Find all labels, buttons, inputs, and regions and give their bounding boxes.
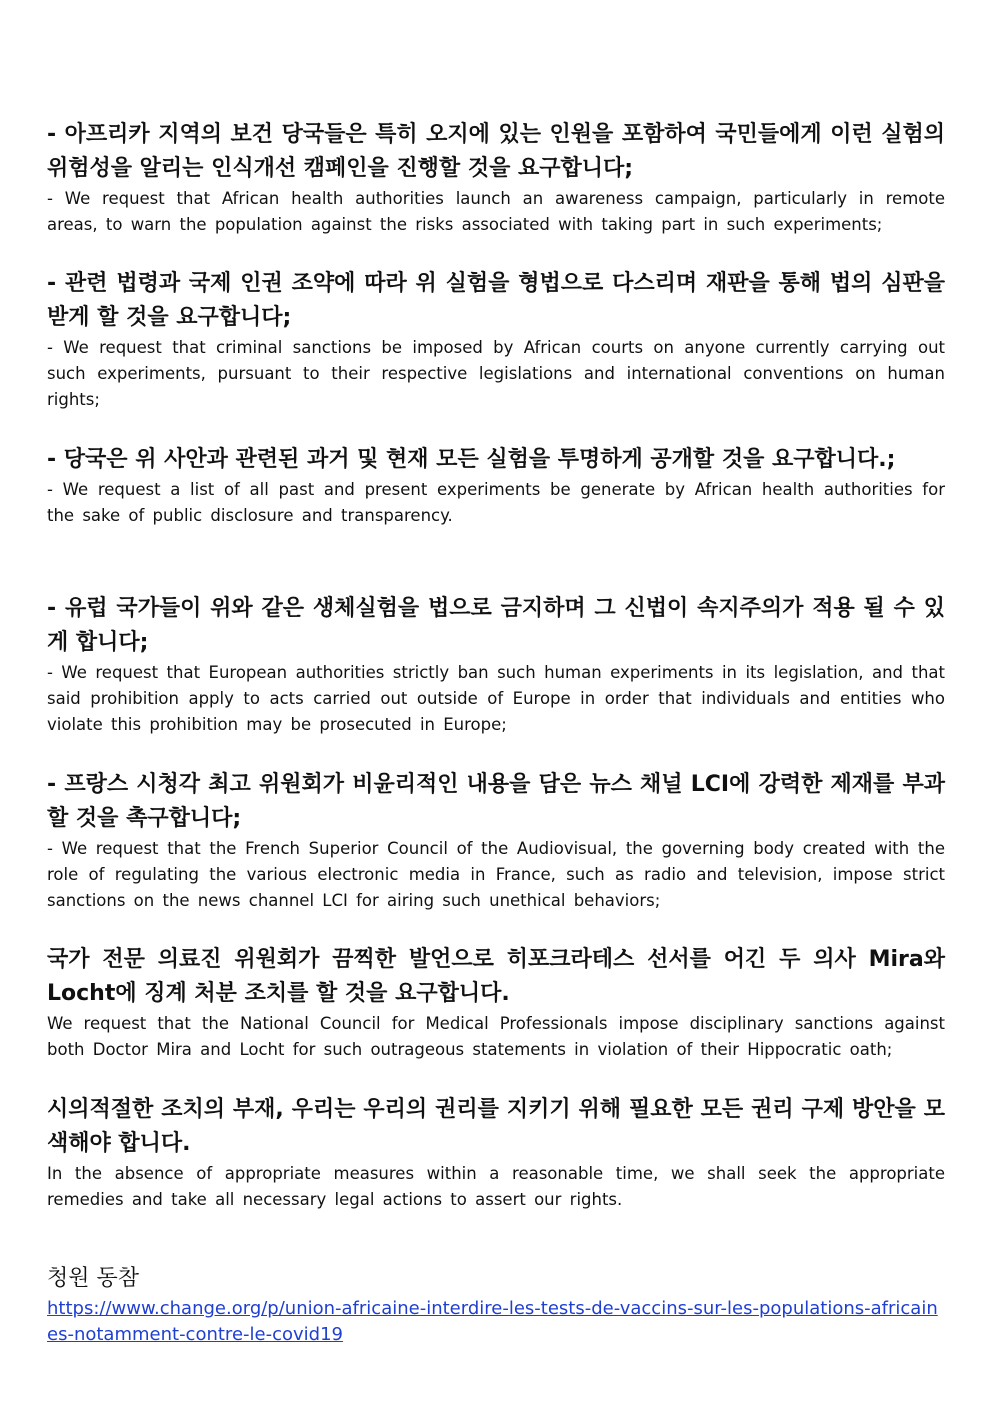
- petition-link[interactable]: https://www.change.org/p/union-africaine-interdire-les-tests-de-vaccins-sur-les-populations-africaines-notamment-contre-le-covid19: [47, 1298, 938, 1345]
- request-section-7: [47, 1093, 945, 1213]
- request-section-1: [47, 118, 945, 238]
- request-korean-4: - 유럽 국가들이 위와 같은 생체실험을 법으로 금지하며 그 신법이 속지주의가 적용 될 수 있게 합니다;: [47, 596, 945, 655]
- petition-signature-block: [47, 1262, 945, 1348]
- request-korean-2: - 관련 법령과 국제 인권 조약에 따라 위 실험을 형법으로 다스리며 재판을 통해 법의 심판을 받게 할 것을 요구합니다;: [47, 271, 945, 330]
- request-korean-7: 시의적절한 조치의 부재, 우리는 우리의 권리를 지키기 위해 필요한 모든 권리 구제 방안을 모색해야 합니다.: [47, 1097, 945, 1156]
- request-section-5: [47, 768, 945, 914]
- request-english-1: - We request that African health authorities launch an awareness campaign, particularly in remote areas, to warn the population against the risks associated with taking part in such experiments;: [47, 189, 945, 234]
- request-english-4: - We request that European authorities strictly ban such human experiments in its legislation, and that said prohibition apply to acts carried out outside of Europe in order that individuals and entities who violate this prohibition may be prosecuted in Europe;: [47, 663, 945, 734]
- signature-title: 청원 동참: [47, 1266, 140, 1291]
- request-korean-1: - 아프리카 지역의 보건 당국들은 특히 오지에 있는 인원을 포함하여 국민들에게 이런 실험의 위험성을 알리는 인식개선 캠페인을 진행할 것을 요구합니다;: [47, 122, 945, 181]
- request-korean-6: 국가 전문 의료진 위원회가 끔찍한 발언으로 히포크라테스 선서를 어긴 두 의사 Mira와 Locht에 징계 처분 조치를 할 것을 요구합니다.: [47, 947, 945, 1006]
- request-section-3: [47, 443, 945, 529]
- request-english-7: In the absence of appropriate measures within a reasonable time, we shall seek the appropriate remedies and take all necessary legal actions to assert our rights.: [47, 1164, 945, 1209]
- request-english-3: - We request a list of all past and present experiments be generate by African health authorities for the sake of public disclosure and transparency.: [47, 480, 945, 525]
- request-section-6: [47, 943, 945, 1063]
- request-korean-3: - 당국은 위 사안과 관련된 과거 및 현재 모든 실험을 투명하게 공개할 것을 요구합니다.;: [47, 447, 896, 472]
- request-english-5: - We request that the French Superior Council of the Audiovisual, the governing body created with the role of regulating the various electronic media in France, such as radio and television, impose strict sanctions on the news channel LCI for airing such unethical behaviors;: [47, 839, 945, 910]
- request-english-6: We request that the National Council for Medical Professionals impose disciplinary sanctions against both Doctor Mira and Locht for such outrageous statements in violation of their Hippocratic oath;: [47, 1014, 945, 1059]
- request-section-4: [47, 592, 945, 738]
- request-english-2: - We request that criminal sanctions be imposed by African courts on anyone currently carrying out such experiments, pursuant to their respective legislations and international conventions on human rights;: [47, 338, 945, 409]
- request-korean-5: - 프랑스 시청각 최고 위원회가 비윤리적인 내용을 담은 뉴스 채널 LCI에 강력한 제재를 부과할 것을 촉구합니다;: [47, 772, 945, 831]
- request-section-2: [47, 267, 945, 413]
